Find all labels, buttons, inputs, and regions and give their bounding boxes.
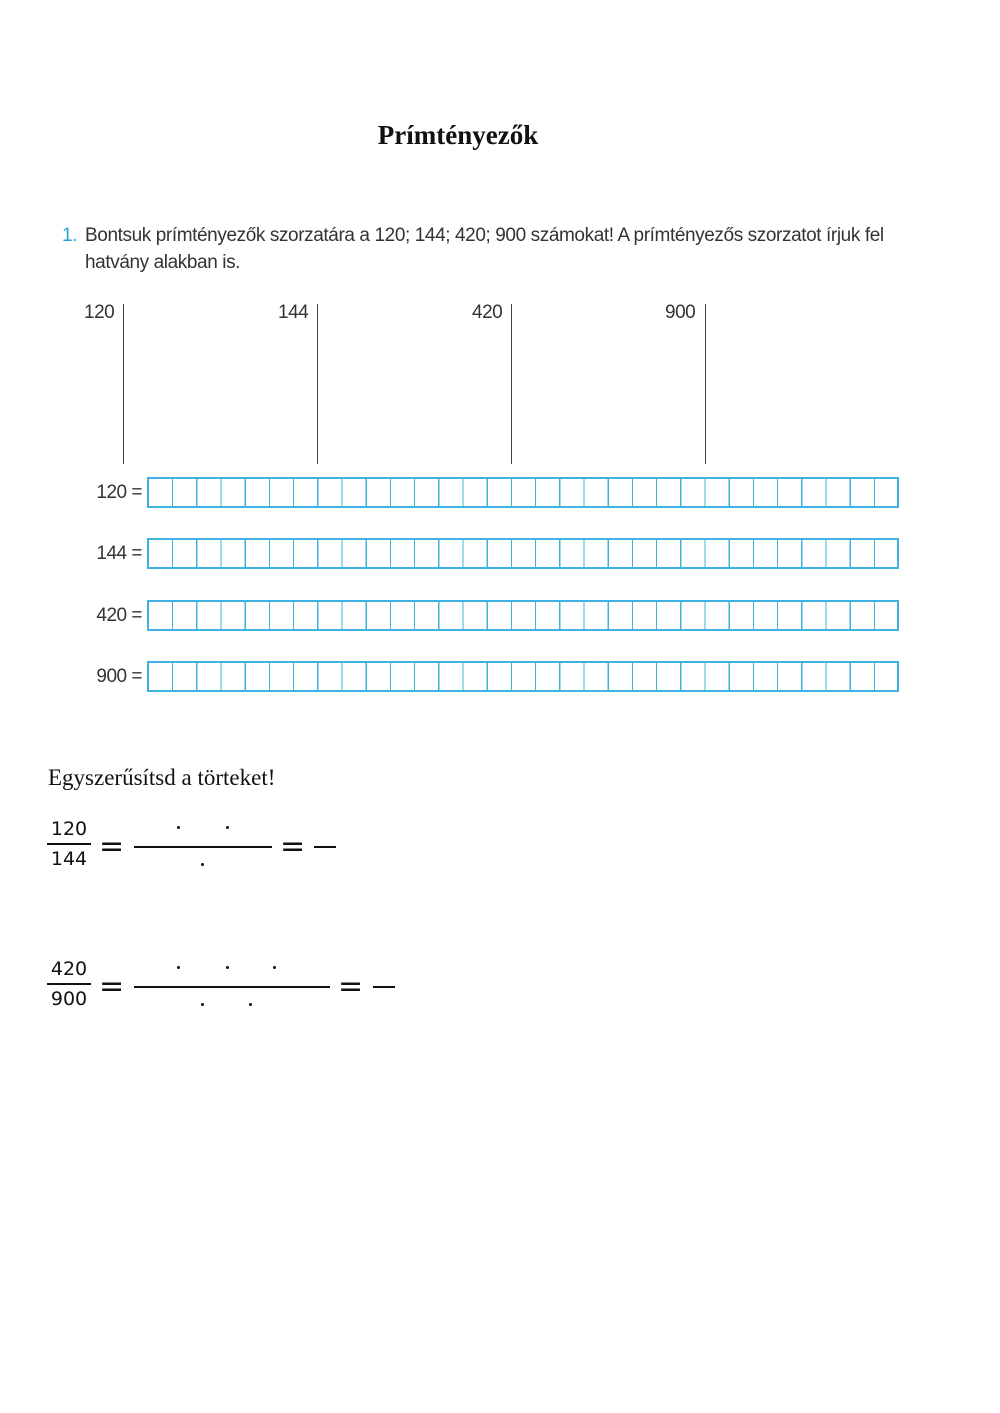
- column-label-144: 144: [278, 302, 309, 323]
- denominator: 900: [50, 988, 88, 1010]
- answer-fraction-bar[interactable]: [134, 986, 330, 988]
- factor-divider-line: [511, 304, 512, 464]
- multiplication-dot: [177, 966, 180, 969]
- multiplication-dot: [273, 966, 276, 969]
- denominator: 144: [50, 848, 88, 870]
- equals-sign: =: [99, 969, 125, 1004]
- answer-fraction-bar[interactable]: [134, 846, 272, 848]
- row-label-120: 120 =: [96, 482, 142, 503]
- fraction-120-144: [47, 818, 91, 870]
- fraction-420-900: [47, 958, 91, 1010]
- exercise-text: Bontsuk prímtényezők szorzatára a 120; 144; 420; 900 számokat! A prímtényezős szorzatot írjuk fel hatvány alakban is.: [85, 225, 884, 273]
- answer-grid-144[interactable]: [147, 538, 899, 569]
- numerator: 120: [50, 818, 88, 840]
- multiplication-dot: [226, 826, 229, 829]
- factor-divider-line: [705, 304, 706, 464]
- column-label-420: 420: [472, 302, 503, 323]
- column-label-120: 120: [84, 302, 115, 323]
- multiplication-dot: [177, 826, 180, 829]
- result-fraction-bar[interactable]: [314, 846, 336, 848]
- equals-sign: =: [338, 969, 364, 1004]
- multiplication-dot: [249, 1003, 252, 1006]
- row-label-144: 144 =: [96, 543, 142, 564]
- factor-divider-line: [123, 304, 124, 464]
- simplify-instruction: Egyszerűsítsd a törteket!: [48, 765, 276, 790]
- row-label-900: 900 =: [96, 666, 142, 687]
- fraction-bar: [47, 983, 91, 985]
- exercise-number: 1.: [62, 225, 78, 246]
- numerator: 420: [50, 958, 88, 980]
- answer-grid-420[interactable]: [147, 600, 899, 631]
- answer-grid-120[interactable]: [147, 477, 899, 508]
- result-fraction-bar[interactable]: [373, 986, 395, 988]
- column-label-900: 900: [665, 302, 696, 323]
- multiplication-dot: [226, 966, 229, 969]
- answer-grid-900[interactable]: [147, 661, 899, 692]
- multiplication-dot: [201, 863, 204, 866]
- equals-sign: =: [280, 829, 306, 864]
- page-title: Prímtényezők: [377, 120, 539, 150]
- row-label-420: 420 =: [96, 605, 142, 626]
- fraction-bar: [47, 843, 91, 845]
- exercise-1: [62, 222, 922, 276]
- equals-sign: =: [99, 829, 125, 864]
- multiplication-dot: [201, 1003, 204, 1006]
- factor-divider-line: [317, 304, 318, 464]
